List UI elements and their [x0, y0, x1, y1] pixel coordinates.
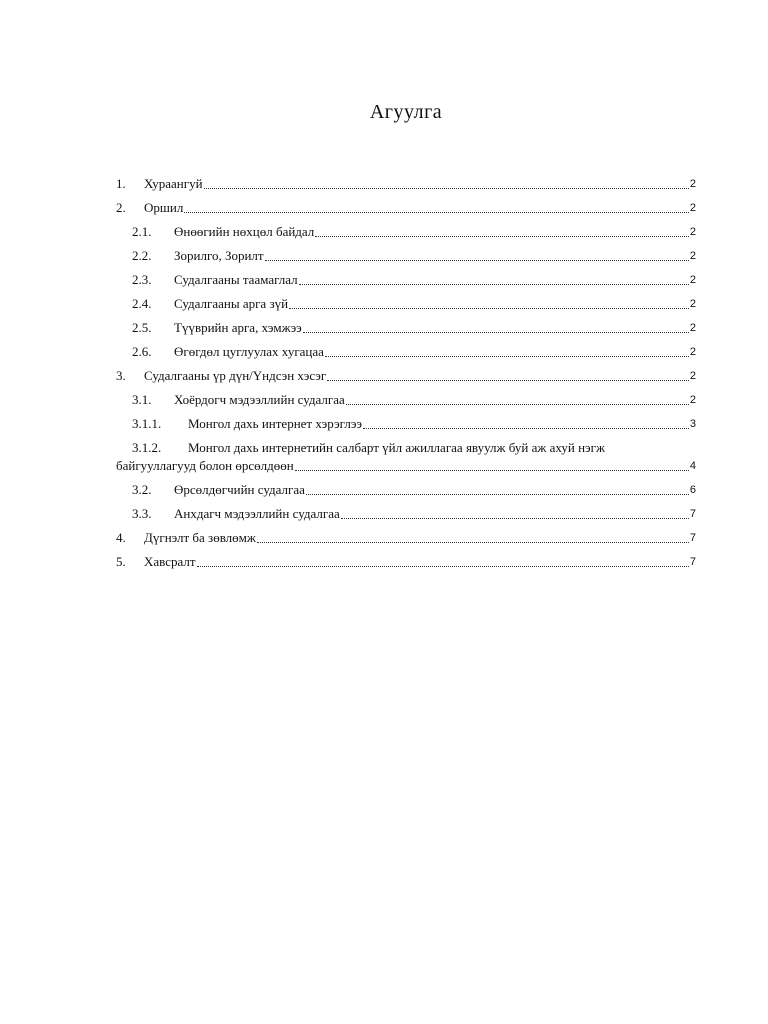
toc-entry-number: 3. [116, 368, 126, 383]
dot-leader [327, 379, 689, 381]
dot-leader [303, 331, 689, 333]
toc-entry-page: 4 [689, 460, 696, 472]
toc-entry[interactable] [116, 408, 696, 432]
toc-entry-number: 2.5. [132, 320, 152, 335]
dot-leader [363, 427, 689, 429]
toc-entry-text: Оршил [144, 200, 184, 215]
dot-leader [341, 517, 689, 519]
toc-entry-number: 4. [116, 530, 126, 545]
toc-entry[interactable] [116, 474, 696, 498]
toc-entry-number: 2.3. [132, 272, 152, 287]
dot-leader [289, 307, 689, 309]
toc-entry[interactable] [116, 498, 696, 522]
toc-entry[interactable] [116, 216, 696, 240]
toc-entry[interactable] [116, 264, 696, 288]
toc-entry-number: 3.3. [132, 506, 152, 521]
toc-entry-number: 1. [116, 176, 126, 191]
toc-entry-number: 2.4. [132, 296, 152, 311]
dot-leader [346, 403, 689, 405]
toc-entry-number: 2.6. [132, 344, 152, 359]
toc-entry[interactable] [116, 192, 696, 216]
toc-entry-text: Зорилго, Зорилт [174, 248, 264, 263]
toc-entry-text: Дүгнэлт ба зөвлөмж [144, 530, 256, 545]
toc-entry-text: Өгөгдөл цуглуулах хугацаа [174, 344, 324, 359]
toc-entry-number: 2.1. [132, 224, 152, 239]
toc-entry-page: 7 [689, 508, 696, 520]
toc-entry[interactable] [116, 240, 696, 264]
toc-entry[interactable] [116, 384, 696, 408]
toc-title: Агуулга [369, 101, 443, 123]
toc-entry-number: 2. [116, 200, 126, 215]
dot-leader [315, 235, 689, 237]
toc-entry[interactable] [116, 360, 696, 384]
toc-entry-text-continued: байгууллагууд болон өрсөлдөөн [116, 458, 294, 473]
toc-entry-page: 3 [689, 418, 696, 430]
toc-entry-page: 7 [689, 556, 696, 568]
toc-entry-text: Судалгааны арга зүй [174, 296, 289, 311]
toc-entry-number: 3.1.2. [132, 440, 162, 455]
toc-entry[interactable] [116, 432, 696, 474]
dot-leader [197, 565, 689, 567]
toc-entry-page: 2 [689, 346, 696, 358]
toc-entry-text: Өнөөгийн нөхцөл байдал [174, 224, 315, 239]
dot-leader [295, 469, 689, 471]
toc-entry[interactable] [116, 168, 696, 192]
toc-entry-number: 5. [116, 554, 126, 569]
toc-entry-page: 7 [689, 532, 696, 544]
dot-leader [184, 211, 689, 213]
toc-entry-text: Түүврийн арга, хэмжээ [174, 320, 302, 335]
toc-entry-page: 2 [689, 298, 696, 310]
toc-entry[interactable] [116, 288, 696, 312]
toc-entry-text: Судалгааны таамаглал [174, 272, 298, 287]
toc-entry-page: 6 [689, 484, 696, 496]
toc-entry-text: Хоёрдогч мэдээллийн судалгаа [174, 392, 345, 407]
toc-entry-text: Монгол дахь интернетийн салбарт үйл ажиллагаа явуулж буй аж ахуй нэгж [188, 440, 605, 455]
dot-leader [325, 355, 689, 357]
toc-entry-page: 2 [689, 226, 696, 238]
toc-entry-number: 2.2. [132, 248, 152, 263]
toc-entry[interactable] [116, 546, 696, 570]
toc-entry-number: 3.1. [132, 392, 152, 407]
toc-entry-page: 2 [689, 178, 696, 190]
toc-entry-text: Монгол дахь интернет хэрэглээ [188, 416, 362, 431]
toc-entry-text: Анхдагч мэдээллийн судалгаа [174, 506, 340, 521]
toc-entry[interactable] [116, 522, 696, 546]
toc-entry-text: Хавсралт [144, 554, 196, 569]
toc-entry-page: 2 [689, 250, 696, 262]
toc-entry-page: 2 [689, 322, 696, 334]
toc-entry-number: 3.2. [132, 482, 152, 497]
toc-entry-page: 2 [689, 370, 696, 382]
toc-list [116, 168, 696, 570]
toc-entry-page: 2 [689, 394, 696, 406]
dot-leader [265, 259, 689, 261]
toc-entry-text: Хураангуй [144, 176, 203, 191]
toc-entry-page: 2 [689, 274, 696, 286]
dot-leader [257, 541, 689, 543]
dot-leader [299, 283, 689, 285]
toc-entry-text: Судалгааны үр дүн/Үндсэн хэсэг [144, 368, 327, 383]
toc-entry-number: 3.1.1. [132, 416, 162, 431]
toc-entry-text: Өрсөлдөгчийн судалгаа [174, 482, 305, 497]
dot-leader [204, 187, 689, 189]
dot-leader [306, 493, 689, 495]
toc-entry[interactable] [116, 312, 696, 336]
toc-entry[interactable] [116, 336, 696, 360]
toc-entry-page: 2 [689, 202, 696, 214]
